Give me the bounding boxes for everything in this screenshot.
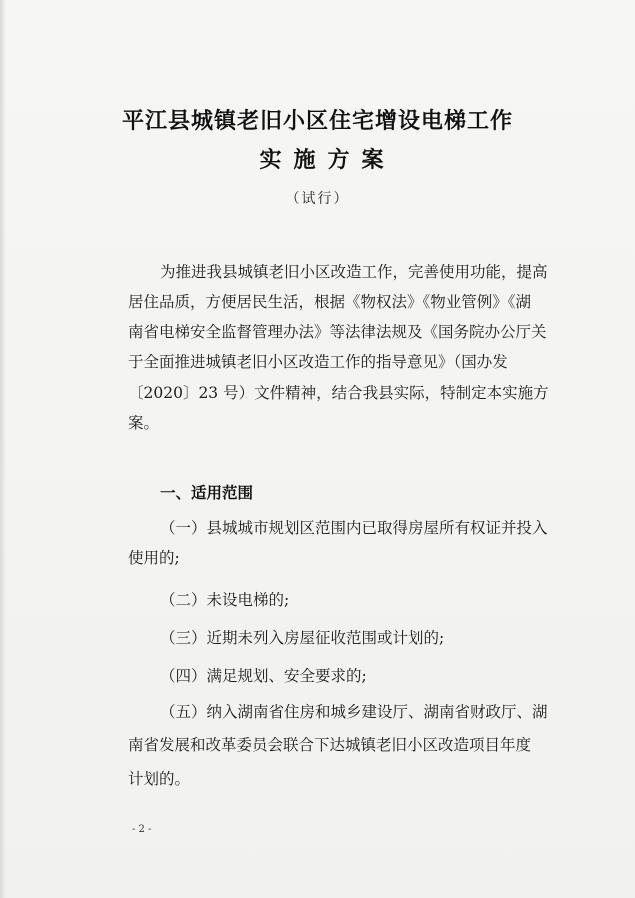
page-number: - 2 - xyxy=(132,824,152,835)
intro-line: 案。 xyxy=(128,414,160,432)
list-item-line: （一）县城城市规划区范围内已取得房屋所有权证并投入 xyxy=(160,519,548,537)
document-subtitle: （试行） xyxy=(285,191,350,207)
list-item-line: 南省发展和改革委员会联合下达城镇老旧小区改造项目年度 xyxy=(128,736,532,754)
section-heading: 一、适用范围 xyxy=(160,484,254,502)
list-item-line: （五）纳入湖南省住房和城乡建设厅、湖南省财政厅、湖 xyxy=(160,703,548,721)
list-item-line: 计划的。 xyxy=(128,770,191,788)
intro-line: 于全面推进城镇老旧小区改造工作的指导意见》（国办发 xyxy=(128,353,508,371)
intro-line: 为推进我县城镇老旧小区改造工作，完善使用功能，提高 xyxy=(160,263,548,281)
list-item-line: 使用的; xyxy=(128,549,180,567)
list-item-line: （四）满足规划、安全要求的; xyxy=(160,667,367,685)
document-title-line2: 实施方案 xyxy=(259,147,396,173)
intro-line: 居住品质，方便居民生活，根据《物权法》《物业管例》《湖 xyxy=(128,293,532,311)
list-item-line: （三）近期未列入房屋征收范围或计划的; xyxy=(160,629,445,647)
intro-line: 〔2020〕23 号）文件精神，结合我县实际，特制定本实施方 xyxy=(128,384,549,402)
list-item-line: （二）未设电梯的; xyxy=(160,591,290,609)
intro-line: 南省电梯安全监督管理办法》等法律法规及《国务院办公厅关 xyxy=(128,323,547,341)
document-title-line1: 平江县城镇老旧小区住宅增设电梯工作 xyxy=(121,108,513,134)
